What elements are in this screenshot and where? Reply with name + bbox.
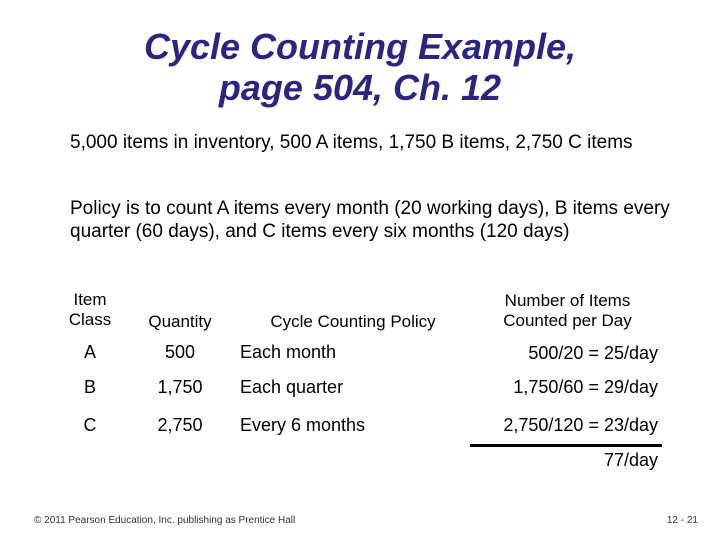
row-c-class: C: [83, 415, 97, 435]
row-c-policy: Every 6 months: [240, 415, 366, 435]
header-item-class-line-1: Item: [73, 290, 107, 309]
row-c-count: 2,750/120 = 23/day: [503, 415, 658, 435]
intro-paragraph-policy: Policy is to count A items every month (20 working days), B items every quarter (60 days), and C items every six months (120 days): [70, 198, 670, 242]
row-a-policy: Each month: [240, 342, 337, 362]
row-c-quantity: 2,750: [157, 415, 203, 435]
sum-rule: [470, 444, 662, 447]
footer-page-number: 12 - 21: [666, 515, 698, 526]
row-b-policy: Each quarter: [240, 377, 344, 397]
title-line-2: page 504, Ch. 12: [218, 67, 502, 108]
row-a-count: 500/20 = 25/day: [528, 343, 658, 363]
row-a-quantity: 500: [164, 342, 196, 362]
header-items-counted-per-day: [475, 291, 660, 331]
header-count-line-1: Number of Items: [504, 291, 631, 310]
header-item-class: [60, 290, 120, 330]
header-cycle-counting-policy: Cycle Counting Policy: [270, 312, 436, 331]
header-item-class-line-2: Class: [68, 310, 112, 329]
slide-title: [60, 26, 660, 108]
footer-copyright: © 2011 Pearson Education, Inc. publishing as Prentice Hall: [34, 515, 296, 526]
row-b-class: B: [83, 377, 96, 397]
row-a-class: A: [83, 342, 96, 362]
intro-paragraph-inventory: 5,000 items in inventory, 500 A items, 1,750 B items, 2,750 C items: [70, 132, 633, 153]
title-line-1: Cycle Counting Example,: [143, 26, 577, 67]
row-b-quantity: 1,750: [157, 377, 203, 397]
header-count-line-2: Counted per Day: [503, 311, 632, 330]
total-per-day: 77/day: [603, 450, 658, 470]
header-quantity: Quantity: [148, 312, 212, 331]
row-b-count: 1,750/60 = 29/day: [513, 377, 658, 397]
